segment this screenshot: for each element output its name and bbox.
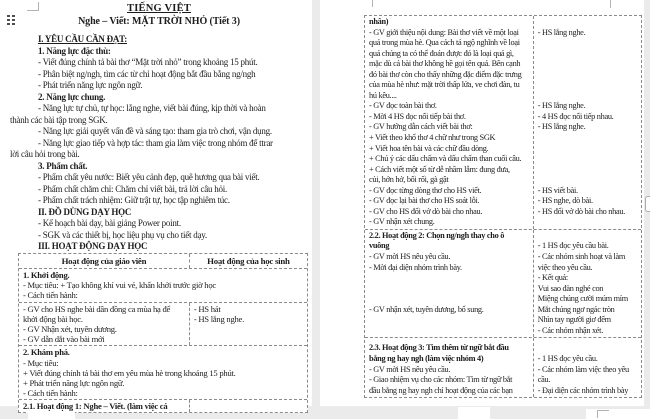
table-text-line: - 4 HS đọc nối tiếp nhau.: [537, 111, 614, 121]
table-text-line: [369, 284, 530, 295]
table-cell: [534, 16, 641, 229]
table-text-line: [194, 401, 304, 411]
table-text-line: [538, 144, 638, 155]
activity-table-page2: [364, 15, 642, 398]
intro-line: I. YÊU CẦU CẦN ĐẠT:: [38, 34, 127, 44]
table-text-line: Mắt chúng ngơ ngác tròn: [537, 304, 615, 314]
next-page-sliver: [586, 409, 650, 419]
table-text-line: [369, 273, 530, 284]
table-text-line: quả chúng ta có thể đoán được đó là loại quả gì,: [369, 48, 514, 58]
table-cell: [365, 338, 534, 397]
table-text-line: + Phát triển năng lực ngôn ngữ.: [23, 377, 125, 388]
table-cell: [19, 303, 190, 346]
table-text-line: 1. Khởi động.: [23, 270, 70, 280]
table-text-line: - HS viết bài.: [537, 185, 578, 195]
table-text-line: - Các nhóm sinh hoạt và làm: [537, 252, 626, 262]
table-text-line: - Mời đại diện nhóm trình bày.: [369, 262, 462, 272]
table-cell: [190, 303, 307, 346]
table-text-line: - Các nhóm nhận xét.: [537, 325, 603, 335]
table-text-line: + Viết theo khổ thơ 4 chữ như trong SGK: [369, 133, 496, 143]
table-text-line: - HS lắng nghe.: [537, 27, 586, 37]
table-text-line: - Mục tiêu:: [23, 357, 59, 368]
table-text-line: - GV hướng dẫn cách viết bài thơ:: [369, 122, 473, 132]
table-text-line: [538, 133, 638, 144]
table-text-line: - GV giới thiệu nội dung: Bài thơ viết về một loại: [369, 27, 519, 37]
table-cell: [190, 400, 307, 412]
table-text-line: Hoạt động của giáo viên: [61, 256, 147, 266]
table-text-line: - GV dẫn dắt vào bài mới: [23, 334, 105, 345]
table-text-line: - 1 HS đọc yêu cầu bài.: [537, 241, 609, 251]
table-text-line: 2. Khám phá.: [23, 347, 70, 358]
table-text-line: - 1 HS đọc yêu cầu.: [537, 353, 598, 363]
page1-intro: [10, 34, 310, 253]
table-text-line: nhân): [369, 17, 389, 26]
intro-line: 2. Năng lực chung.: [38, 91, 106, 102]
table-cell: [19, 254, 190, 268]
crop-mark-bottom-h: [597, 410, 609, 411]
table-text-line: củi, hớn hở, bối rối, gà gật: [369, 175, 449, 185]
table-text-line: [538, 38, 638, 49]
intro-line: - Kế hoạch bài dạy, bài giảng Power point.: [38, 218, 181, 228]
table-text-line: [538, 91, 638, 102]
intro-line: lời câu hỏi trong bài.: [10, 149, 80, 159]
table-text-line: 2.1. Hoạt động 1: Nghe – Viết. (làm việc cá: [23, 401, 168, 412]
intro-line: - Phẩm chất yêu nước: Biết yêu cảnh đẹp, quê hương qua bài viết.: [38, 172, 260, 182]
next-page-sliver: [28, 411, 75, 419]
table-text-line: của mùa hè như: mặt trời thấp lửa, ve chơi đàn, tu: [369, 80, 520, 90]
table-text-line: [538, 49, 638, 60]
page-1[interactable]: [0, 0, 312, 412]
table-text-line: - Các nhóm làm việc theo yêu: [537, 364, 629, 374]
table-row: [19, 302, 307, 346]
intro-line: - Phát triển năng lực ngôn ngữ.: [38, 80, 143, 90]
table-text-line: [538, 80, 638, 91]
table-text-line: + Chú ý các dấu chấm và dấu chấm than cuối câu.: [369, 154, 522, 164]
next-page-sliver: [458, 407, 490, 419]
intro-line: III. HOẠT ĐỘNG DẠY HỌC: [38, 241, 148, 251]
table-text-line: - HS đổi vở dò bài cho nhau.: [537, 206, 626, 216]
table-text-line: - GV nhận xét chung.: [369, 217, 435, 227]
table-text-line: + Cách viết một số từ dễ nhầm lẫm: đung đưa,: [369, 164, 510, 174]
table-text-line: [538, 59, 638, 70]
intro-line: - Phẩm chất chăm chỉ: Chăm chỉ viết bài, trả lời câu hỏi.: [38, 183, 227, 194]
table-text-line: Miệng chúng cười múm mím: [537, 294, 628, 304]
table-text-line: - Mục tiêu: + Tạo không khí vui vẻ, khấn khởi trước giờ học: [23, 280, 216, 291]
crop-mark-bottom-v: [597, 410, 598, 418]
table-cell: [365, 230, 534, 337]
table-text-line: vuông: [369, 241, 390, 251]
table-text-line: - GV đọc toàn bài thơ.: [369, 101, 437, 111]
table-cell: [19, 269, 307, 302]
table-text-line: - GV đọc từng dòng thơ cho HS viết.: [369, 185, 482, 195]
intro-line: - Năng lực giải quyết vấn đề và sáng tạo: tham gia trò chơi, vận dụng.: [38, 126, 272, 136]
table-text-line: - Đại diện các nhóm trình bày: [537, 385, 629, 395]
table-row: [365, 16, 641, 229]
table-text-line: [538, 17, 638, 28]
table-cell: [365, 16, 534, 229]
table-text-line: 2.3. Hoạt động 3: Tìm thêm từ ngữ bắt đầu: [369, 343, 509, 353]
table-row: [19, 268, 307, 302]
table-text-line: - HS hát: [193, 303, 221, 314]
table-text-line: - GV Nhận xét, tuyên dương.: [23, 323, 117, 334]
table-text-line: Nhìn tay người giơ đếm: [537, 315, 611, 325]
table-header-row: [19, 254, 307, 268]
crop-mark-top-right-v: [610, 0, 611, 8]
intro-line: II. ĐỒ DÙNG DẠY HỌC: [38, 206, 132, 217]
table-text-line: [369, 315, 530, 326]
table-text-line: - GV cho HS nghe bài dân đồng ca mùa hạ để: [23, 303, 171, 314]
table-text-line: - Mời 4 HS đọc nối tiếp bài thơ.: [369, 111, 466, 121]
scrollbar-thumb[interactable]: [645, 196, 650, 212]
intro-line: thành các bài tập trong SGK.: [10, 114, 108, 125]
doc-title: TIẾNG VIỆT: [127, 3, 191, 14]
table-text-line: [538, 165, 638, 176]
table-cell: [19, 346, 307, 399]
table-cell: [190, 254, 307, 268]
table-text-line: [369, 294, 530, 305]
table-text-line: đầu bằng ng hay ngh chỉ hoạt động của các bạn: [369, 385, 513, 395]
table-text-line: - Kết quả:: [537, 273, 568, 283]
intro-line: - Phân biệt ng/ngh, tìm các từ chỉ hoạt động bắt đầu bằng ng/ngh: [38, 68, 256, 79]
table-cell: [534, 230, 641, 337]
table-row: [365, 337, 641, 397]
table-text-line: + Viết đúng chính tả bài thơ em yêu mùa hè trong khoảng 15 phút.: [23, 367, 236, 378]
table-text-line: - Cách tiến hành:: [23, 290, 78, 301]
table-text-line: - HS lắng nghe.: [537, 122, 586, 132]
table-text-line: + Viết hoa tên bài và các chữ đầu dòng.: [369, 143, 489, 153]
table-text-line: - GV cho HS đổi vở dò bài cho nhau.: [369, 206, 483, 216]
table-text-line: 2.2. Hoạt động 2: Chọn ng/ngh thay cho ô: [369, 230, 505, 240]
table-text-line: cầu.: [537, 375, 551, 385]
crop-mark-top-left-v2: [372, 0, 373, 7]
table-row: [19, 345, 307, 399]
table-text-line: - HS lắng nghe.: [537, 101, 586, 111]
table-row: [365, 229, 641, 337]
table-text-line: - GV nhận xét, tuyên dương, bổ sung.: [369, 304, 484, 314]
page-2[interactable]: [320, 0, 644, 406]
table-text-line: bằng ng hay ngh (làm việc nhóm 4): [369, 353, 484, 363]
table-text-line: [538, 175, 638, 186]
table-text-line: việc theo yêu cầu.: [537, 262, 593, 272]
table-text-line: [538, 343, 638, 354]
table-text-line: [538, 217, 638, 228]
table-text-line: - GV mời HS nêu yêu cầu.: [369, 364, 451, 374]
table-text-line: Hoạt động của học sinh: [207, 256, 290, 266]
table-text-line: Vui sao đàn nghé con: [537, 283, 604, 293]
table-text-line: - Cách tiến hành:: [23, 388, 78, 399]
table-text-line: đó bài thơ còn cho thấy những đặc điểm đặc trưng: [369, 69, 522, 79]
table-text-line: [538, 154, 638, 165]
table-text-line: - GV đọc lại bài thơ cho HS soát lỗi.: [369, 196, 480, 206]
activity-table-page1: [18, 253, 308, 413]
intro-line: - Phẩm chất trách nhiệm: Giữ trật tự, học tập nghiêm túc.: [38, 195, 230, 205]
table-text-line: - Giao nhiệm vụ cho các nhóm: Tìm từ ngữ bắt: [369, 375, 513, 385]
table-text-line: [538, 70, 638, 81]
table-cell: [534, 338, 641, 397]
table-text-line: quả trong mùa hè. Qua cách tả ngộ nghĩnh về loại: [369, 38, 520, 48]
table-text-line: - GV mời HS nêu yêu cầu.: [369, 252, 451, 262]
table-text-line: - HS lắng nghe.: [193, 313, 245, 324]
intro-line: - Năng lực giao tiếp và hợp tác: tham gia làm việc trong nhóm để ttrar: [38, 137, 273, 148]
table-text-line: khởi động bài học.: [23, 313, 83, 324]
table-text-line: [369, 326, 530, 337]
intro-line: 3. Phẩm chất.: [38, 160, 88, 171]
intro-line: - SGK và các thiết bị, học liệu phụ vụ cho tiết dạy.: [38, 229, 207, 240]
table-text-line: mặc dù cả bài thơ không hề gọi tên quả. Bên cạnh: [369, 59, 521, 69]
table-text-line: [538, 231, 638, 242]
intro-line: - Viết đúng chính tả bài thơ “Mặt trời nhỏ” trong khoảng 15 phút.: [38, 57, 258, 67]
doc-subtitle: Nghe – Viết: MẶT TRỜI NHỎ (Tiết 3): [78, 16, 240, 27]
table-text-line: hú kêu....: [369, 90, 397, 100]
intro-line: - Năng lực tự chủ, tự học: lắng nghe, viết bài đúng, kịp thời và hoàn: [38, 103, 266, 113]
intro-line: 1. Năng lực đặc thù:: [38, 45, 111, 56]
table-text-line: - HS nghe, dò bài.: [537, 196, 593, 206]
